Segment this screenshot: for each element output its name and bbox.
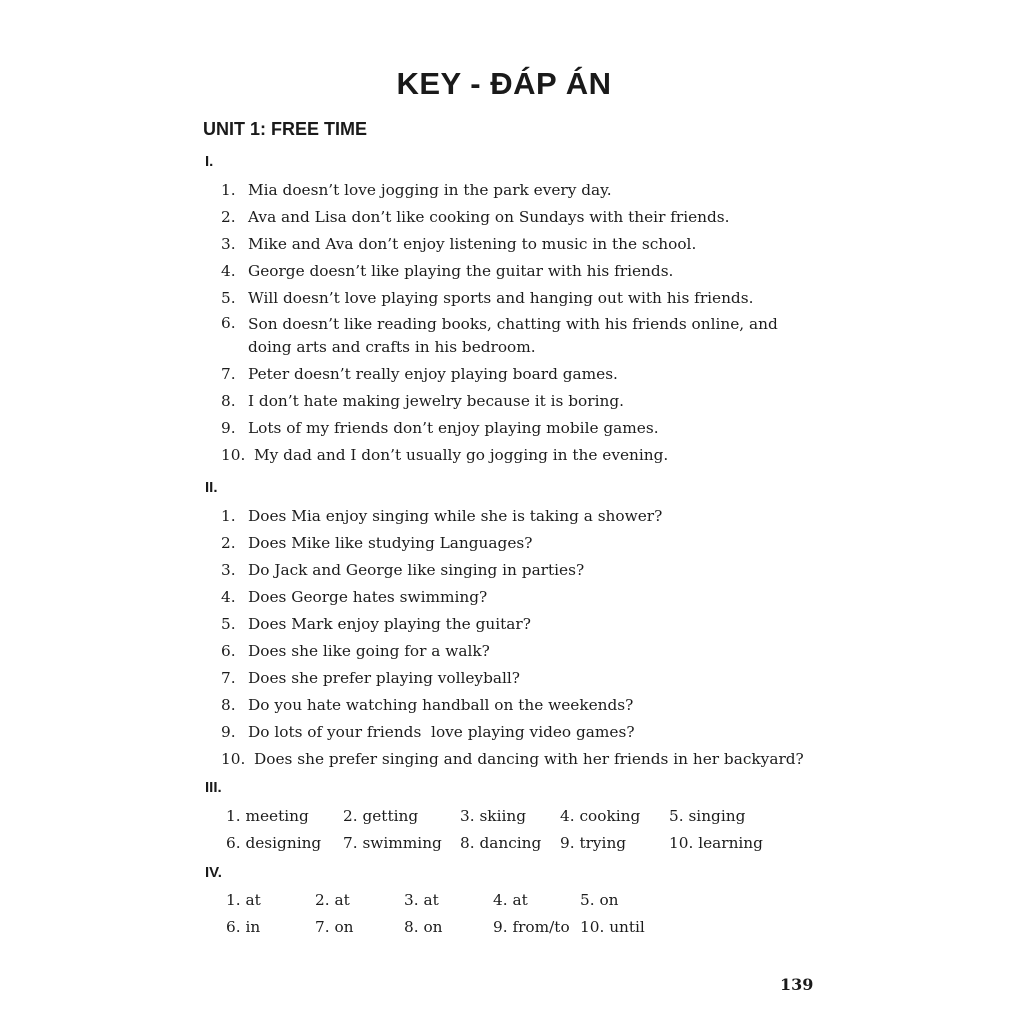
- list-item: [221, 234, 821, 261]
- item-text: Lots of my friends don’t enjoy playing mobile games.: [248, 419, 659, 437]
- item-text: Do Jack and George like singing in parties?: [248, 561, 585, 579]
- answer-cell: 4. at: [493, 891, 528, 909]
- list-item: [221, 614, 821, 641]
- item-number: 6.: [221, 314, 236, 332]
- item-number: 6.: [221, 642, 236, 660]
- answer-cell: 2. getting: [343, 807, 419, 825]
- section-2-list: [221, 506, 821, 776]
- page-number: 139: [780, 975, 814, 994]
- item-text: My dad and I don’t usually go jogging in the evening.: [254, 446, 669, 464]
- answer-cell: 9. trying: [560, 834, 627, 852]
- list-item: [221, 288, 821, 315]
- answer-cell: 3. skiing: [460, 807, 527, 825]
- section-1-label: I.: [205, 153, 214, 170]
- answer-cell: 3. at: [404, 891, 439, 909]
- answer-cell: 9. from/to: [493, 918, 570, 936]
- item-number: 8.: [221, 696, 236, 714]
- answer-cell: 2. at: [315, 891, 350, 909]
- list-item: [221, 261, 821, 288]
- list-item: [221, 418, 821, 445]
- section-2-label: II.: [205, 479, 218, 496]
- section-3-label: III.: [205, 779, 222, 796]
- item-number: 5.: [221, 289, 236, 307]
- item-text: Does she prefer playing volleyball?: [248, 669, 520, 687]
- item-text: Do you hate watching handball on the weekends?: [248, 696, 634, 714]
- answer-cell: 7. on: [315, 918, 354, 936]
- item-number: 1.: [221, 507, 236, 525]
- list-item: [221, 533, 821, 560]
- list-item: [221, 641, 821, 668]
- item-text: Does Mia enjoy singing while she is taking a shower?: [248, 507, 663, 525]
- answer-cell: 6. designing: [226, 834, 322, 852]
- item-number: 2.: [221, 208, 236, 226]
- item-text: Do lots of your friends love playing video games?: [248, 723, 635, 741]
- item-number: 10.: [221, 750, 246, 768]
- item-text: George doesn’t like playing the guitar with his friends.: [248, 262, 674, 280]
- list-item: [221, 722, 821, 749]
- item-number: 9.: [221, 723, 236, 741]
- answer-cell: 1. at: [226, 891, 261, 909]
- answer-cell: 8. dancing: [460, 834, 542, 852]
- item-text: Peter doesn’t really enjoy playing board games.: [248, 365, 618, 383]
- item-text: Does Mark enjoy playing the guitar?: [248, 615, 531, 633]
- item-text: Does George hates swimming?: [248, 588, 488, 606]
- item-text: Does she like going for a walk?: [248, 642, 490, 660]
- section-1-list: [221, 180, 821, 472]
- item-text: Does Mike like studying Languages?: [248, 534, 533, 552]
- item-text: I don’t hate making jewelry because it is boring.: [248, 392, 624, 410]
- answer-cell: 5. on: [580, 891, 619, 909]
- answer-cell: 1. meeting: [226, 807, 309, 825]
- item-number: 4.: [221, 262, 236, 280]
- list-item: [221, 180, 821, 207]
- item-number: 7.: [221, 365, 236, 383]
- list-item: [221, 749, 821, 776]
- item-text: Mike and Ava don’t enjoy listening to music in the school.: [248, 235, 697, 253]
- list-item: [221, 313, 821, 364]
- item-text: Does she prefer singing and dancing with her friends in her backyard?: [254, 750, 804, 768]
- list-item: [221, 668, 821, 695]
- answer-cell: 10. learning: [669, 834, 763, 852]
- answer-cell: 5. singing: [669, 807, 746, 825]
- answer-cell: 4. cooking: [560, 807, 641, 825]
- list-item: [221, 506, 821, 533]
- item-text: Son doesn’t like reading books, chatting with his friends online, and doing arts and crafts in his bedroom.: [248, 315, 778, 356]
- list-item: [221, 587, 821, 614]
- list-item: [221, 560, 821, 587]
- item-number: 1.: [221, 181, 236, 199]
- item-number: 4.: [221, 588, 236, 606]
- item-number: 5.: [221, 615, 236, 633]
- item-number: 3.: [221, 561, 236, 579]
- item-number: 2.: [221, 534, 236, 552]
- page-title: KEY - ĐÁP ÁN: [396, 66, 612, 101]
- unit-heading: UNIT 1: FREE TIME: [203, 119, 368, 139]
- answer-cell: 6. in: [226, 918, 261, 936]
- item-text: Will doesn’t love playing sports and hanging out with his friends.: [248, 289, 754, 307]
- list-item: [221, 391, 821, 418]
- item-number: 10.: [221, 446, 246, 464]
- answer-cell: 8. on: [404, 918, 443, 936]
- item-number: 7.: [221, 669, 236, 687]
- section-4-label: IV.: [205, 864, 222, 881]
- item-number: 9.: [221, 419, 236, 437]
- list-item: [221, 445, 821, 472]
- list-item: [221, 695, 821, 722]
- item-number: 8.: [221, 392, 236, 410]
- answer-cell: 10. until: [580, 918, 645, 936]
- item-text: Ava and Lisa don’t like cooking on Sundays with their friends.: [248, 208, 730, 226]
- item-text: Mia doesn’t love jogging in the park every day.: [248, 181, 612, 199]
- item-number: 3.: [221, 235, 236, 253]
- list-item: [221, 207, 821, 234]
- list-item: [221, 364, 821, 391]
- answer-cell: 7. swimming: [343, 834, 442, 852]
